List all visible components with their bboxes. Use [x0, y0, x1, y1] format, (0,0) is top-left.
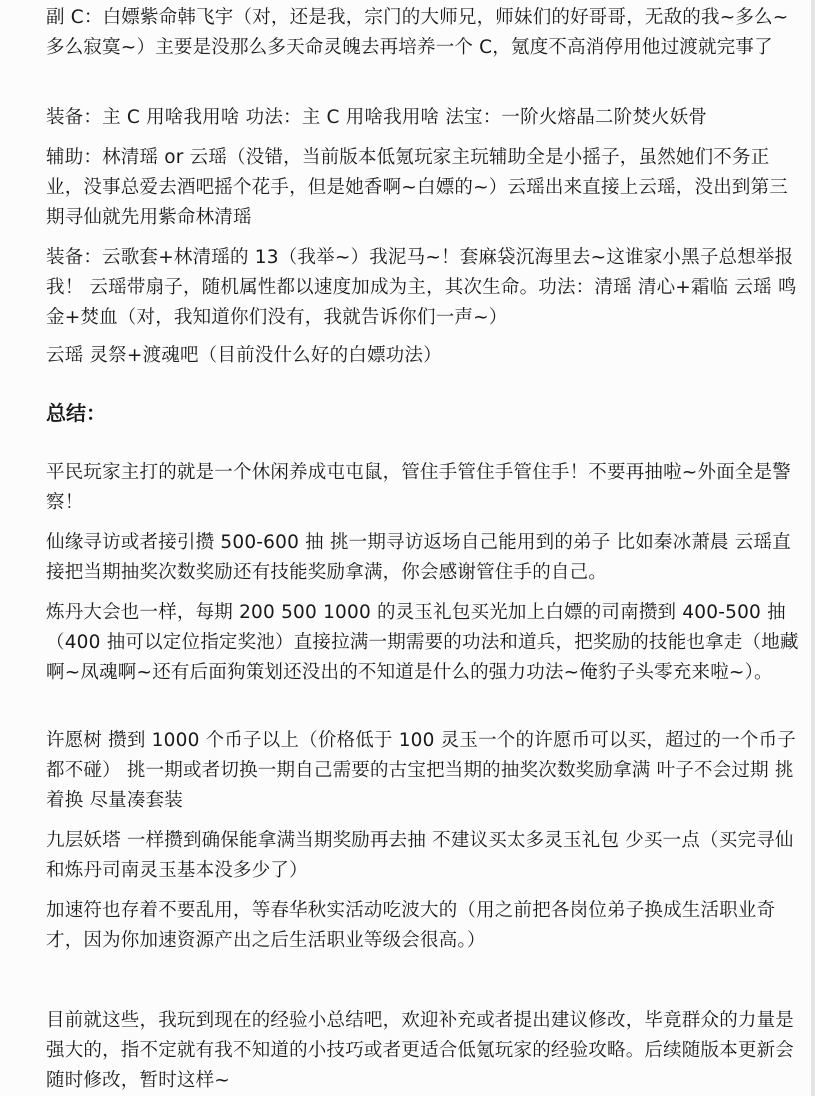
paragraph-fuc: 副 C：白嫖紫命韩飞宇（对，还是我，宗门的大师兄，师妹们的好哥哥，无敌的我~多么~多么寂寞~）主要是没那么多天命灵魄去再培养一个 C，氪度不高消停用他过渡就完事了	[46, 7, 789, 58]
paragraph-xuyuanshu: 许愿树 攒到 1000 个币子以上（价格低于 100 灵玉一个的许愿币可以买，超过的一个币子都不碰） 挑一期或者切换一期自己需要的古宝把当期的抽奖次数奖励拿满 叶子不会过期 挑着换 尽量凑套装	[46, 730, 796, 811]
paragraph-jiasufu: 加速符也存着不要乱用，等春华秋实活动吃波大的（用之前把各岗位弟子换成生活职业奇才，因为你加速资源产出之后生活职业等级会很高。）	[46, 900, 776, 951]
paragraph-xianyuan: 仙缘寻访或者接引攒 500-600 抽 挑一期寻访返场自己能用到的弟子 比如秦冰萧晨 云瑶直接把当期抽奖次数奖励还有技能奖励拿满，你会感谢管住手的自己。	[46, 532, 791, 583]
paragraph-support-equipment: 装备：云歌套+林清瑶的 13（我举~）我泥马~！套麻袋沉海里去~这谁家小黑子总想举报我！ 云瑶带扇子，随机属性都以速度加成为主，其次生命。功法：清瑶 清心+霜临 云瑶 鸣金+焚血（对，我知道你们没有，我就告诉你们一声~）	[46, 247, 797, 328]
paragraph-liandan: 炼丹大会也一样，每期 200 500 1000 的灵玉礼包买光加上白嫖的司南攒到 400-500 抽（400 抽可以定位指定奖池）直接拉满一期需要的功法和道兵，把奖励的技能也拿走（地藏啊~凤魂啊~还有后面狗策划还没出的不知道是什么的强力功法~俺豹子头零充来啦~）。	[46, 602, 799, 683]
paragraph-closing: 目前就这些，我玩到现在的经验小总结吧，欢迎补充或者提出建议修改，毕竟群众的力量是强大的，指不定就有我不知道的小技巧或者更适合低氪玩家的经验攻略。后续随版本更新会随时修改，暂时这样~	[46, 1010, 795, 1091]
paragraph-summary-intro: 平民玩家主打的就是一个休闲养成屯屯鼠，管住手管住手管住手！不要再抽啦~外面全是警察！	[46, 462, 792, 513]
paragraph-yunyao-skills: 云瑶 灵祭+渡魂吧（目前没什么好的白嫖功法）	[46, 345, 442, 366]
paragraph-fuc-equipment: 装备：主 C 用啥我用啥 功法：主 C 用啥我用啥 法宝：一阶火熔晶二阶焚火妖骨	[46, 107, 708, 128]
page-edge-divider	[811, 0, 815, 1096]
summary-heading: 总结：	[46, 401, 106, 425]
paragraph-support: 辅助：林清瑶 or 云瑶（没错，当前版本低氪玩家主玩辅助全是小摇子，虽然她们不务正业，没事总爱去酒吧摇个花手，但是她香啊~白嫖的~）云瑶出来直接上云瑶，没出到第三期寻仙就先用紫命林清瑶	[46, 147, 789, 228]
paragraph-jiucengyaota: 九层妖塔 一样攒到确保能拿满当期奖励再去抽 不建议买太多灵玉礼包 少买一点（买完寻仙和炼丹司南灵玉基本没多少了）	[46, 830, 794, 881]
